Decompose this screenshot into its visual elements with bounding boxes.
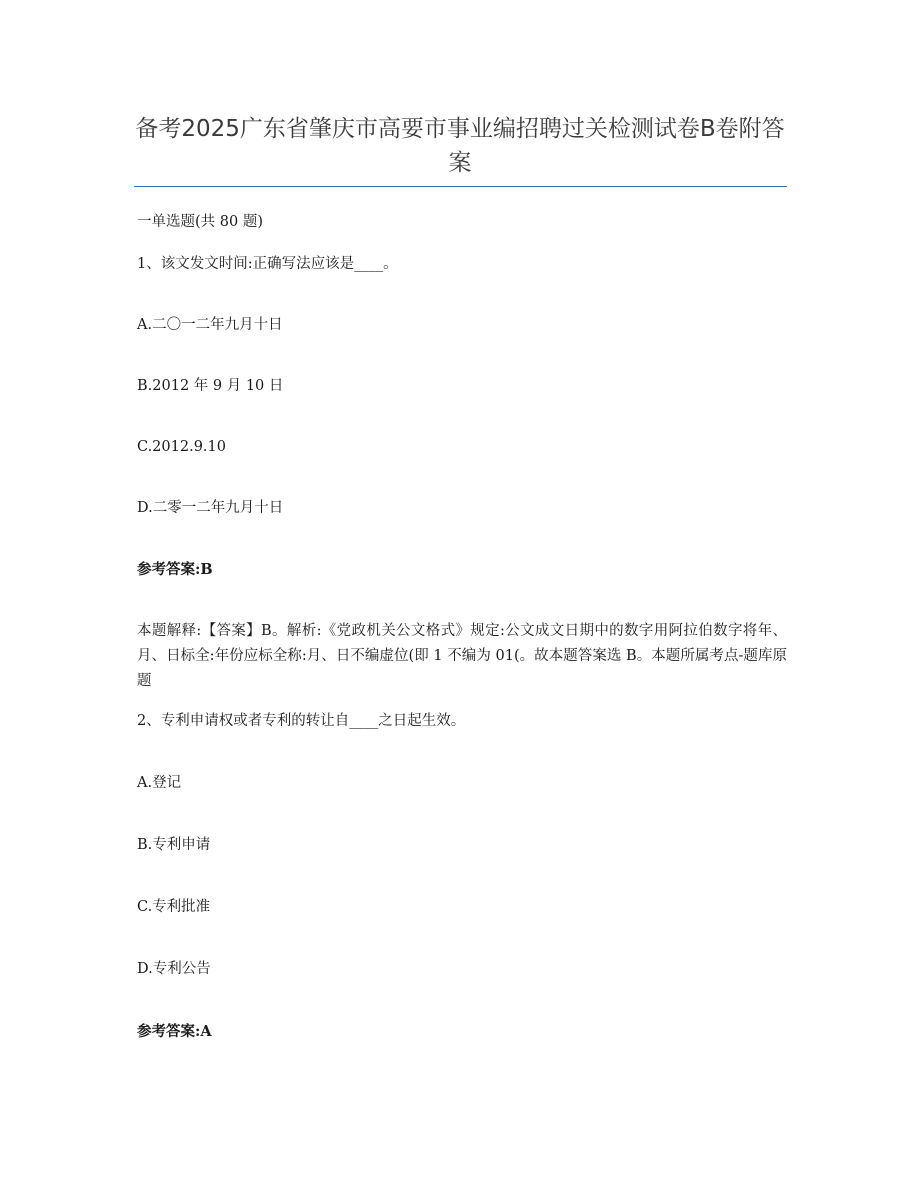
question-1-explanation: 本题解释:【答案】B。解析:《党政机关公文格式》规定:公文成文日期中的数字用阿拉伯数字将年、月、日标全:年份应标全称:月、日不编虚位(即 1 不编为 01(。故本题答案选 B。本题所属考点-题库原题 [137, 623, 787, 689]
section-heading: 一单选题(共 80 题) [137, 214, 263, 230]
question-1-option-d: D.二零一二年九月十日 [137, 500, 284, 516]
question-2-option-c: C.专利批准 [137, 899, 211, 915]
question-2-stem: 2、专利申请权或者专利的转让自____之日起生效。 [137, 713, 466, 729]
question-1-option-b: B.2012 年 9 月 10 日 [137, 378, 284, 394]
question-2-option-b: B.专利申请 [137, 837, 211, 853]
question-2-option-d: D.专利公告 [137, 961, 211, 977]
document-title: 备考2025广东省肇庆市高要市事业编招聘过关检测试卷B卷附答案 [135, 116, 785, 176]
question-1-option-a: A.二〇一二年九月十日 [137, 317, 283, 333]
question-2-option-a: A.登记 [137, 775, 182, 791]
title-divider [134, 186, 787, 187]
question-1-stem: 1、该文发文时间:正确写法应该是____。 [137, 256, 398, 272]
question-1-option-c: C.2012.9.10 [137, 439, 226, 455]
question-2-answer: 参考答案:A [137, 1023, 212, 1040]
question-1-answer: 参考答案:B [137, 561, 213, 578]
